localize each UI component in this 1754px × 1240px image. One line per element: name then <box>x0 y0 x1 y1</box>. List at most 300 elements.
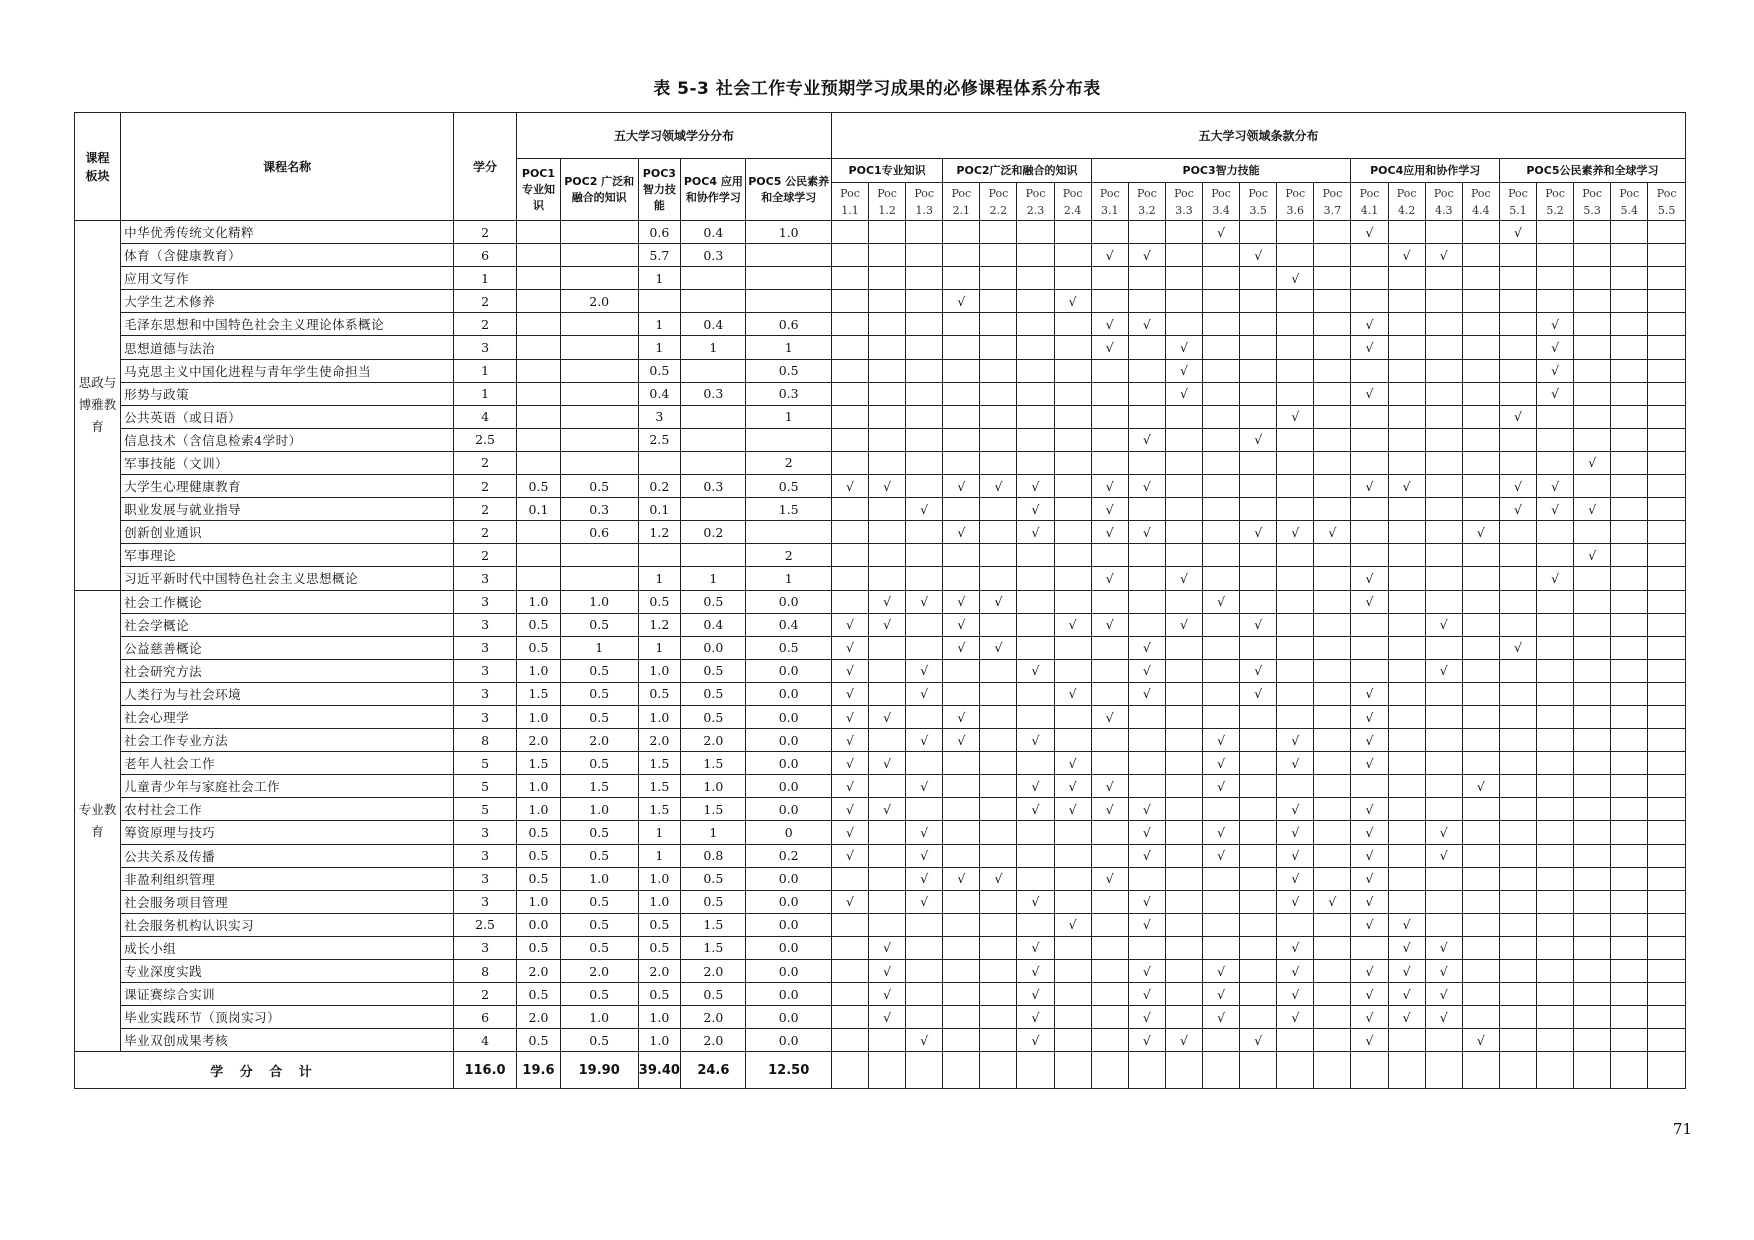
poc-check-cell <box>1277 313 1314 336</box>
poc-check-cell <box>943 844 980 867</box>
poc-credit-value: 0.5 <box>517 936 561 959</box>
poc-check-cell: √ <box>943 475 980 498</box>
poc-check-cell <box>980 428 1017 451</box>
poc-check-cell <box>1240 567 1277 590</box>
poc-check-cell <box>1314 590 1351 613</box>
table-row <box>75 613 1686 636</box>
poc-check-cell <box>1425 567 1462 590</box>
poc-check-cell <box>869 775 906 798</box>
poc-check-cell <box>1574 705 1611 728</box>
poc-check-cell: √ <box>1240 682 1277 705</box>
course-name: 思想道德与法治 <box>121 336 454 359</box>
poc-check-cell <box>1611 313 1648 336</box>
poc-check-cell <box>1537 613 1574 636</box>
poc-check-cell <box>1648 290 1686 313</box>
poc-check-cell <box>1351 244 1388 267</box>
poc-check-cell <box>980 890 1017 913</box>
poc-check-cell: √ <box>906 890 943 913</box>
poc-check-cell: √ <box>1425 1006 1462 1029</box>
poc-check-cell <box>869 544 906 567</box>
course-credit: 2 <box>454 475 517 498</box>
poc-check-cell <box>1574 267 1611 290</box>
table-row <box>75 336 1686 359</box>
poc-check-cell: √ <box>1054 290 1091 313</box>
poc-check-cell: √ <box>869 752 906 775</box>
poc-check-cell <box>1128 382 1165 405</box>
poc-check-cell <box>1611 544 1648 567</box>
course-credit: 2 <box>454 521 517 544</box>
poc-check-cell <box>1017 451 1054 474</box>
poc-check-cell <box>1648 267 1686 290</box>
poc-check-cell: √ <box>1017 729 1054 752</box>
poc-check-cell <box>980 267 1017 290</box>
total-empty-cell <box>831 1052 868 1089</box>
poc-check-cell <box>1240 913 1277 936</box>
poc-credit-value <box>681 405 746 428</box>
poc-check-cell <box>1165 752 1202 775</box>
poc-check-cell <box>1648 359 1686 382</box>
poc-check-cell <box>869 313 906 336</box>
poc-credit-value: 0.5 <box>681 705 746 728</box>
poc-check-cell <box>1425 913 1462 936</box>
poc-check-cell <box>1277 544 1314 567</box>
poc-check-cell <box>1277 636 1314 659</box>
table-row <box>75 936 1686 959</box>
course-name: 毕业双创成果考核 <box>121 1029 454 1052</box>
poc-check-cell <box>1499 821 1536 844</box>
poc-check-cell <box>1499 960 1536 983</box>
poc-check-cell <box>1425 682 1462 705</box>
poc-check-cell <box>943 244 980 267</box>
poc-check-cell <box>906 983 943 1006</box>
poc-check-cell <box>1165 844 1202 867</box>
poc-check-cell: √ <box>831 752 868 775</box>
poc-check-cell <box>1388 428 1425 451</box>
poc-check-cell: √ <box>831 682 868 705</box>
poc-check-cell <box>1462 960 1499 983</box>
poc-check-cell <box>1648 752 1686 775</box>
poc-check-cell <box>1425 867 1462 890</box>
course-name: 毛泽东思想和中国特色社会主义理论体系概论 <box>121 313 454 336</box>
total-row <box>75 1052 1686 1089</box>
poc-check-cell <box>1314 567 1351 590</box>
poc-credit-value: 0.0 <box>517 913 561 936</box>
poc-check-cell <box>1165 913 1202 936</box>
poc-item-header: Poc 2.3 <box>1017 183 1054 221</box>
course-name: 非盈利组织管理 <box>121 867 454 890</box>
poc-credit-value: 1 <box>681 336 746 359</box>
course-name: 军事技能（文训） <box>121 451 454 474</box>
poc-check-cell <box>1537 867 1574 890</box>
poc-check-cell <box>1462 544 1499 567</box>
poc-credit-value: 0.5 <box>638 983 681 1006</box>
poc-check-cell <box>906 313 943 336</box>
poc-check-cell <box>1240 405 1277 428</box>
course-name: 创新创业通识 <box>121 521 454 544</box>
poc-check-cell <box>869 729 906 752</box>
poc-check-cell <box>943 913 980 936</box>
total-empty-cell <box>1314 1052 1351 1089</box>
poc-check-cell: √ <box>1388 1006 1425 1029</box>
poc-check-cell <box>831 451 868 474</box>
poc-check-cell <box>1017 290 1054 313</box>
poc-check-cell <box>1574 636 1611 659</box>
poc-check-cell <box>1017 359 1054 382</box>
poc-check-cell <box>1091 890 1128 913</box>
poc-check-cell <box>1537 521 1574 544</box>
poc-item-header: Poc 3.5 <box>1240 183 1277 221</box>
poc-check-cell <box>831 359 868 382</box>
poc-credit-value: 2 <box>746 451 831 474</box>
poc-item-header: Poc 5.4 <box>1611 183 1648 221</box>
poc-check-cell <box>1648 1029 1686 1052</box>
poc-check-cell <box>1537 405 1574 428</box>
poc-check-cell <box>1314 682 1351 705</box>
poc-check-cell <box>1462 382 1499 405</box>
poc-item-header: Poc 1.1 <box>831 183 868 221</box>
poc-credit-value: 1.0 <box>560 590 638 613</box>
poc-check-cell <box>1648 451 1686 474</box>
poc-credit-value: 1.0 <box>517 590 561 613</box>
poc-check-cell <box>1128 290 1165 313</box>
poc-check-cell: √ <box>1091 567 1128 590</box>
poc-check-cell: √ <box>1351 682 1388 705</box>
poc-credit-value: 0.5 <box>517 1029 561 1052</box>
poc-check-cell: √ <box>943 290 980 313</box>
poc-check-cell <box>1091 659 1128 682</box>
poc-check-cell <box>1203 267 1240 290</box>
poc-check-cell <box>1648 382 1686 405</box>
poc-credit-value: 1 <box>560 636 638 659</box>
poc-check-cell <box>1499 428 1536 451</box>
poc-check-cell <box>943 359 980 382</box>
poc-check-cell <box>1611 775 1648 798</box>
total-label: 学 分 合 计 <box>75 1052 454 1089</box>
poc-check-cell: √ <box>1128 798 1165 821</box>
poc-check-cell <box>1277 590 1314 613</box>
poc-check-cell <box>1574 798 1611 821</box>
course-credit: 3 <box>454 659 517 682</box>
poc-check-cell: √ <box>1277 844 1314 867</box>
total-empty-cell <box>943 1052 980 1089</box>
poc-check-cell <box>1611 936 1648 959</box>
poc-check-cell: √ <box>1499 405 1536 428</box>
poc-credit-value: 1.0 <box>681 775 746 798</box>
poc-check-cell: √ <box>1425 659 1462 682</box>
poc-check-cell <box>1574 682 1611 705</box>
poc-credit-value: 0.5 <box>560 682 638 705</box>
poc-check-cell <box>1648 983 1686 1006</box>
course-credit: 2.5 <box>454 913 517 936</box>
poc-check-cell <box>1054 867 1091 890</box>
poc-check-cell: √ <box>1091 336 1128 359</box>
course-name: 社会工作概论 <box>121 590 454 613</box>
poc-check-cell <box>1165 867 1202 890</box>
poc-check-cell <box>1425 428 1462 451</box>
poc-check-cell <box>906 752 943 775</box>
poc-check-cell <box>1574 428 1611 451</box>
poc-credit-value: 0.0 <box>746 798 831 821</box>
poc-check-cell <box>1574 913 1611 936</box>
poc-check-cell <box>1537 844 1574 867</box>
poc-credit-value: 0.0 <box>746 752 831 775</box>
poc-check-cell <box>869 405 906 428</box>
poc-credit-value: 0.5 <box>638 682 681 705</box>
poc-check-cell <box>1128 544 1165 567</box>
poc-check-cell <box>906 336 943 359</box>
poc-credit-value: 0.5 <box>560 983 638 1006</box>
table-row <box>75 267 1686 290</box>
table-row <box>75 313 1686 336</box>
poc-check-cell <box>1054 313 1091 336</box>
poc-check-cell <box>1128 498 1165 521</box>
poc-credit-value: 0.4 <box>681 313 746 336</box>
poc-credit-value <box>560 382 638 405</box>
poc-credit-value: 1.5 <box>681 798 746 821</box>
poc-check-cell <box>1537 290 1574 313</box>
poc-check-cell <box>1574 567 1611 590</box>
poc-check-cell <box>1314 428 1351 451</box>
poc-check-cell <box>831 336 868 359</box>
poc-item-header: Poc 3.2 <box>1128 183 1165 221</box>
poc-credit-value: 2.0 <box>638 729 681 752</box>
poc-check-cell: √ <box>1425 844 1462 867</box>
poc-check-cell: √ <box>1017 775 1054 798</box>
poc-check-cell <box>943 567 980 590</box>
poc-check-cell <box>1574 336 1611 359</box>
poc-check-cell: √ <box>869 590 906 613</box>
poc-check-cell <box>980 359 1017 382</box>
course-credit: 3 <box>454 590 517 613</box>
poc-check-cell: √ <box>1425 936 1462 959</box>
poc-credit-value: 1 <box>638 267 681 290</box>
poc-check-cell <box>1314 913 1351 936</box>
poc-check-cell <box>1165 1006 1202 1029</box>
poc-check-cell <box>869 498 906 521</box>
poc-check-cell <box>1017 636 1054 659</box>
poc-check-cell <box>906 544 943 567</box>
poc-check-cell <box>1537 1029 1574 1052</box>
poc-check-cell <box>1351 267 1388 290</box>
poc-check-cell <box>1314 405 1351 428</box>
poc-check-cell <box>1425 1029 1462 1052</box>
poc-credit-value: 0.5 <box>560 475 638 498</box>
poc-check-cell: √ <box>1277 983 1314 1006</box>
poc-check-cell <box>1537 821 1574 844</box>
poc-check-cell: √ <box>980 475 1017 498</box>
poc-check-cell <box>1128 867 1165 890</box>
poc-check-cell <box>1537 221 1574 244</box>
poc-check-cell <box>1462 451 1499 474</box>
poc-check-cell: √ <box>1240 521 1277 544</box>
poc-check-cell: √ <box>1351 890 1388 913</box>
poc-check-cell <box>1240 336 1277 359</box>
poc-check-cell <box>1203 521 1240 544</box>
poc-check-cell <box>1165 521 1202 544</box>
poc-check-cell <box>906 798 943 821</box>
poc-check-cell <box>1648 428 1686 451</box>
poc-check-cell: √ <box>943 705 980 728</box>
poc-check-cell <box>1462 867 1499 890</box>
poc-check-cell <box>1462 705 1499 728</box>
poc-check-cell <box>980 544 1017 567</box>
poc-check-cell: √ <box>1351 729 1388 752</box>
poc-check-cell <box>980 659 1017 682</box>
poc-check-cell <box>1611 983 1648 1006</box>
course-credit: 5 <box>454 752 517 775</box>
poc-check-cell: √ <box>1388 960 1425 983</box>
poc-check-cell <box>1574 382 1611 405</box>
poc-check-cell <box>1611 405 1648 428</box>
poc-check-cell <box>906 913 943 936</box>
poc-check-cell: √ <box>906 659 943 682</box>
poc-check-cell <box>1537 983 1574 1006</box>
poc-check-cell <box>1128 359 1165 382</box>
poc-check-cell <box>1611 336 1648 359</box>
poc-check-cell <box>1314 798 1351 821</box>
table-row <box>75 729 1686 752</box>
poc-check-cell <box>1462 221 1499 244</box>
poc-check-cell <box>1462 636 1499 659</box>
poc-check-cell: √ <box>1017 890 1054 913</box>
poc-check-cell <box>1240 359 1277 382</box>
poc-check-cell <box>1054 405 1091 428</box>
total-empty-cell <box>1648 1052 1686 1089</box>
poc-check-cell <box>1017 544 1054 567</box>
poc-check-cell <box>1165 636 1202 659</box>
poc-check-cell <box>1240 821 1277 844</box>
poc-check-cell <box>1388 705 1425 728</box>
poc-check-cell <box>1388 798 1425 821</box>
poc-check-cell <box>1499 313 1536 336</box>
count-distribution-header: 五大学习领域条款分布 <box>831 113 1685 159</box>
poc-credit-value: 0.5 <box>517 636 561 659</box>
poc-credit-value: 2.0 <box>681 960 746 983</box>
poc-check-cell <box>1499 382 1536 405</box>
poc-credit-value: 1 <box>638 313 681 336</box>
poc-check-cell <box>1648 844 1686 867</box>
poc-check-cell <box>1277 498 1314 521</box>
poc-item-header: Poc 5.5 <box>1648 183 1686 221</box>
poc-credit-value: 2 <box>746 544 831 567</box>
course-name: 公益慈善概论 <box>121 636 454 659</box>
poc-check-cell <box>1203 890 1240 913</box>
poc-check-cell <box>869 267 906 290</box>
poc-credit-value: 0.5 <box>746 359 831 382</box>
table-row <box>75 221 1686 244</box>
poc-check-cell: √ <box>1537 359 1574 382</box>
course-credit: 3 <box>454 867 517 890</box>
poc-check-cell <box>1462 659 1499 682</box>
poc-credit-value: 0.5 <box>681 867 746 890</box>
poc-check-cell <box>1425 521 1462 544</box>
poc-credit-value <box>746 267 831 290</box>
poc-credit-value: 0.5 <box>746 475 831 498</box>
poc-credit-value <box>517 267 561 290</box>
poc-check-cell <box>1277 382 1314 405</box>
poc-check-cell: √ <box>906 1029 943 1052</box>
poc-check-cell <box>1351 775 1388 798</box>
poc-check-cell: √ <box>1537 567 1574 590</box>
poc-check-cell <box>831 313 868 336</box>
poc-check-cell <box>1462 428 1499 451</box>
poc-check-cell: √ <box>980 636 1017 659</box>
poc-check-cell <box>980 405 1017 428</box>
poc-credit-value: 2.0 <box>638 960 681 983</box>
poc-check-cell <box>1388 267 1425 290</box>
course-credit: 2 <box>454 290 517 313</box>
poc-check-cell: √ <box>1091 498 1128 521</box>
poc-credit-value: 1 <box>638 821 681 844</box>
poc-check-cell: √ <box>1128 1006 1165 1029</box>
poc-check-cell: √ <box>1425 960 1462 983</box>
poc-check-cell: √ <box>1277 521 1314 544</box>
poc-check-cell <box>1054 936 1091 959</box>
poc-credit-value: 1.5 <box>681 913 746 936</box>
poc-check-cell <box>1462 336 1499 359</box>
poc-check-cell <box>869 290 906 313</box>
total-empty-cell <box>1425 1052 1462 1089</box>
poc-credit-value: 0.5 <box>638 590 681 613</box>
total-poc-credit: 19.6 <box>517 1052 561 1089</box>
poc-check-cell: √ <box>1128 890 1165 913</box>
poc-check-cell: √ <box>869 705 906 728</box>
poc-check-cell <box>1648 775 1686 798</box>
poc-item-header: Poc 4.4 <box>1462 183 1499 221</box>
poc5-credit-header: POC5 公民素养和全球学习 <box>746 159 831 221</box>
poc-check-cell: √ <box>1017 498 1054 521</box>
poc-check-cell: √ <box>1128 960 1165 983</box>
poc-check-cell: √ <box>1351 705 1388 728</box>
poc-check-cell: √ <box>1128 636 1165 659</box>
table-row <box>75 544 1686 567</box>
poc-check-cell <box>1425 451 1462 474</box>
poc-credit-value: 0.5 <box>681 659 746 682</box>
poc-check-cell <box>831 521 868 544</box>
poc-check-cell <box>1128 936 1165 959</box>
poc-check-cell <box>1574 405 1611 428</box>
poc-check-cell <box>869 521 906 544</box>
poc-check-cell: √ <box>1351 752 1388 775</box>
poc-check-cell <box>1240 983 1277 1006</box>
poc-check-cell <box>1499 867 1536 890</box>
poc-check-cell <box>906 521 943 544</box>
poc-check-cell: √ <box>1128 913 1165 936</box>
poc-check-cell: √ <box>1277 936 1314 959</box>
poc-check-cell <box>831 567 868 590</box>
poc-check-cell <box>1277 451 1314 474</box>
poc-check-cell <box>831 1006 868 1029</box>
poc-check-cell <box>1203 682 1240 705</box>
poc-check-cell: √ <box>1351 844 1388 867</box>
poc-credit-value <box>517 290 561 313</box>
poc-credit-value: 0.5 <box>560 613 638 636</box>
poc-check-cell <box>1240 936 1277 959</box>
poc-credit-value: 0.0 <box>746 1006 831 1029</box>
poc-credit-value: 0.5 <box>560 752 638 775</box>
poc-check-cell: √ <box>1017 1029 1054 1052</box>
poc-credit-value: 1.0 <box>560 867 638 890</box>
poc-check-cell <box>906 244 943 267</box>
poc-check-cell <box>1165 244 1202 267</box>
poc-check-cell <box>869 844 906 867</box>
poc-check-cell <box>1351 936 1388 959</box>
poc-check-cell <box>1054 428 1091 451</box>
poc-check-cell: √ <box>869 983 906 1006</box>
poc-credit-value: 1.0 <box>638 867 681 890</box>
poc-check-cell <box>906 267 943 290</box>
course-credit: 4 <box>454 405 517 428</box>
